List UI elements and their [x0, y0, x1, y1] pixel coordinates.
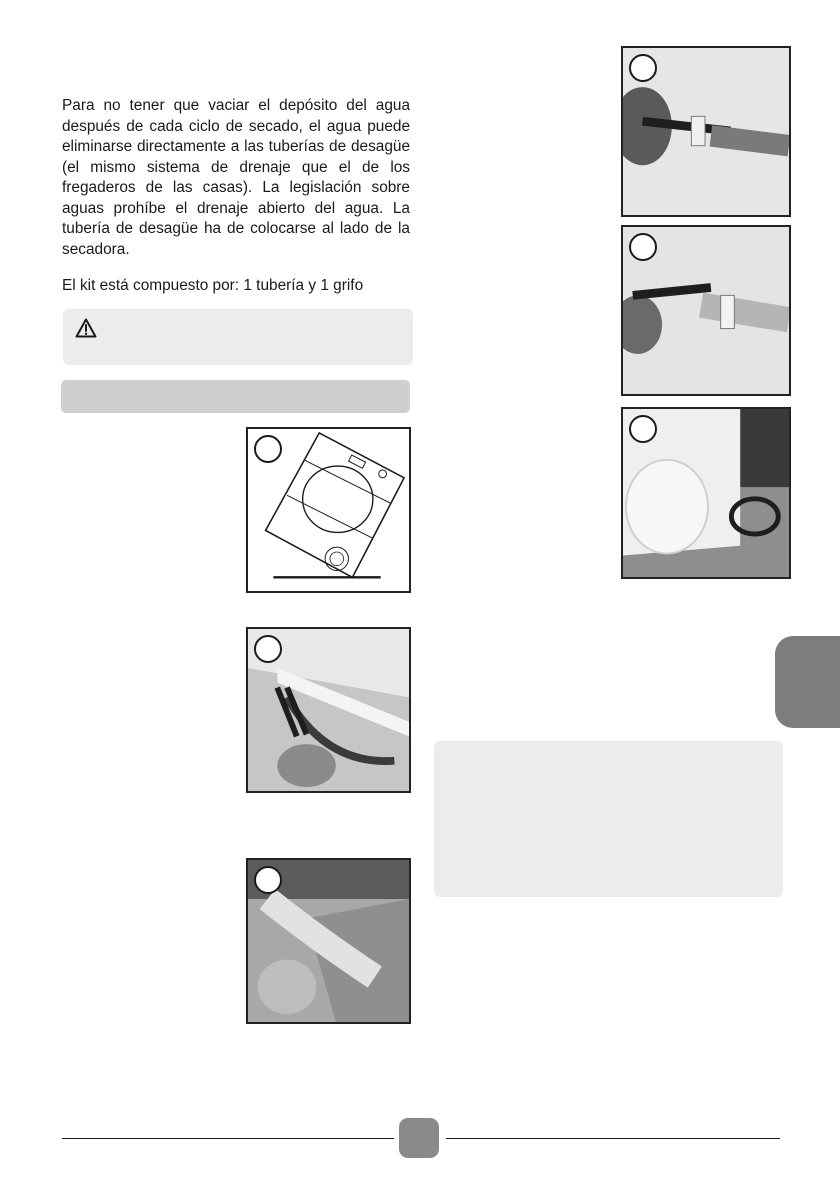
hose-connector-photo [246, 858, 411, 1024]
kit-contents-text: El kit está compuesto por: 1 tubería y 1 grifo [62, 277, 364, 294]
footer-rule-right [446, 1138, 780, 1139]
step-number-circle [254, 866, 282, 894]
language-side-tab [775, 636, 840, 728]
step-number-circle [254, 435, 282, 463]
hose-clip-photo [621, 225, 791, 396]
step-number-circle [629, 415, 657, 443]
section-header-bar [61, 380, 410, 413]
dryer-front-illustration [246, 427, 411, 593]
info-box [434, 741, 783, 897]
footer-rule-left [62, 1138, 394, 1139]
warning-box [63, 309, 413, 365]
intro-paragraph: Para no tener que vaciar el depósito del agua después de cada ciclo de secado, el agua puede eliminarse directamente a las tuberías de desagüe (el mismo sistema de drenaje que el de los fregaderos de las casas). La legislación sobre aguas prohíbe el drenaje abierto del agua. La tubería de desagüe ha de colocarse al lado de la secadora. [62, 97, 410, 258]
step-number-circle [254, 635, 282, 663]
dryer-side-hose-photo [621, 407, 791, 579]
step-number-circle [629, 54, 657, 82]
pliers-hose-photo [246, 627, 411, 793]
pliers-clamp-photo [621, 46, 791, 217]
warning-triangle-icon [75, 318, 97, 338]
page-number-badge [399, 1118, 439, 1158]
step-number-circle [629, 233, 657, 261]
